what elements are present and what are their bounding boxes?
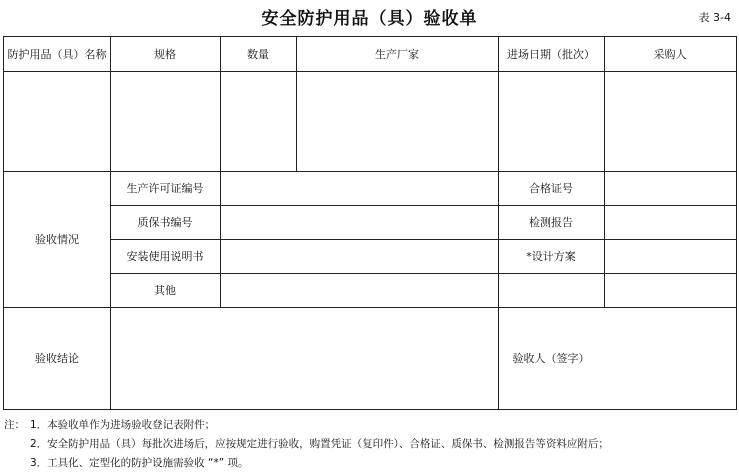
warranty-number-label: 质保书编号 — [137, 216, 193, 229]
design-plan-label: *设计方案 — [526, 250, 576, 263]
other-label: 其他 — [154, 284, 176, 297]
conclusion-field[interactable] — [110, 307, 498, 409]
other-field[interactable] — [220, 273, 498, 307]
entry-quantity-field[interactable] — [220, 71, 296, 171]
note-text: 2．安全防护用品（具）每批次进场后，应按规定进行验收，购置凭证（复印件）、合格证、质保书、检测报告等资料应附后； — [30, 438, 609, 450]
form-title: 安全防护用品（具）验收单 — [261, 9, 478, 29]
header-buyer: 采购人 — [653, 48, 687, 61]
acceptance-form-table — [3, 36, 737, 410]
test-report-field[interactable] — [604, 205, 736, 239]
header-entry-date: 进场日期（批次） — [507, 48, 595, 61]
certificate-number-field[interactable] — [604, 171, 736, 205]
other-extra-field[interactable] — [604, 273, 736, 307]
inspector-signature-label: 验收人（签字） — [512, 352, 590, 365]
warranty-number-field[interactable] — [220, 205, 498, 239]
entry-manufacturer-field[interactable] — [296, 71, 498, 171]
header-name: 防护用品（具）名称 — [7, 48, 107, 61]
header-quantity: 数量 — [247, 48, 269, 61]
entry-spec-field[interactable] — [110, 71, 220, 171]
header-manufacturer: 生产厂家 — [375, 48, 419, 61]
entry-name-field[interactable] — [4, 71, 110, 171]
install-manual-field[interactable] — [220, 239, 498, 273]
design-plan-field[interactable] — [604, 239, 736, 273]
inspection-label: 验收情况 — [35, 233, 79, 246]
header-spec: 规格 — [154, 48, 176, 61]
test-report-label: 检测报告 — [529, 216, 573, 229]
note-text: 1．本验收单作为进场验收登记表附件； — [30, 419, 216, 431]
entry-buyer-field[interactable] — [604, 71, 736, 171]
table-number: 表 3-4 — [698, 11, 731, 24]
license-number-label: 生产许可证编号 — [126, 182, 204, 195]
other-extra-field[interactable] — [498, 273, 604, 307]
inspector-signature-field[interactable] — [604, 307, 736, 409]
entry-date-field[interactable] — [498, 71, 604, 171]
conclusion-label: 验收结论 — [35, 352, 79, 365]
note-text: 3．工具化、定型化的防护设施需验收 “*” 项。 — [30, 457, 249, 469]
install-manual-label: 安装使用说明书 — [126, 250, 204, 263]
certificate-number-label: 合格证号 — [529, 182, 573, 195]
notes-prefix: 注： — [4, 419, 25, 431]
license-number-field[interactable] — [220, 171, 498, 205]
